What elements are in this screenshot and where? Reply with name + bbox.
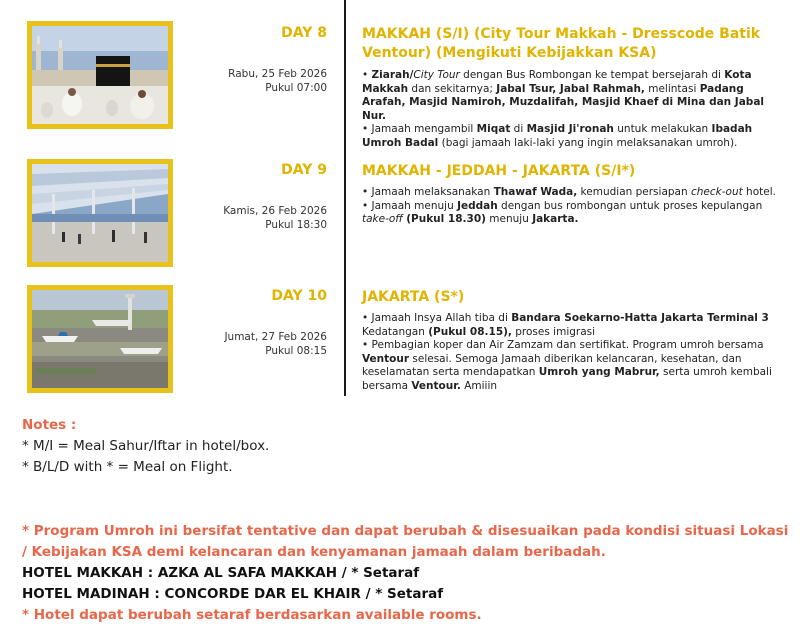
text-run: selesai. Semoga Jamaah diberikan kelancaran, kesehatan, dan keselamatan serta mendapatkan [362, 352, 742, 378]
text-run: • Pembagian koper dan Air Zamzam dan sertifikat. Program umroh bersama [362, 339, 764, 351]
bold-text: Umroh yang Mabrur, [538, 366, 660, 378]
bold-text: Ventour. [411, 379, 461, 392]
day-date-text: Kamis, 26 Feb 2026 [223, 205, 327, 217]
day-title: MAKKAH (S/I) (City Tour Makkah - Dresscode Batik Ventour) (Mengikuti Kebijakkan KSA) [362, 26, 761, 61]
text-run: melintasi [644, 82, 700, 95]
text-run: • [362, 69, 372, 81]
description-paragraph [362, 339, 782, 393]
italic-text: City Tour [413, 69, 460, 81]
day-description [362, 312, 782, 393]
hotel-madinah: HOTEL MADINAH : CONCORDE DAR EL KHAIR / * Setaraf [22, 586, 444, 602]
hotel-availability-note: * Hotel dapat berubah setaraf berdasarkan available rooms. [22, 607, 482, 623]
text-run: • Jamaah melaksanakan [362, 186, 494, 198]
notes-title: Notes : [22, 417, 77, 433]
day-date [228, 67, 327, 95]
day-time-text: Pukul 07:00 [265, 82, 327, 94]
day-description [362, 69, 782, 150]
text-run: proses imigrasi [511, 325, 596, 338]
footer-section [22, 521, 792, 626]
timeline-divider [344, 0, 346, 396]
text-run: Amiiin [460, 379, 498, 392]
italic-text: check-out [690, 186, 743, 198]
description-paragraph [362, 123, 782, 150]
text-run: kemudian persiapan [577, 186, 691, 198]
description-paragraph [362, 186, 782, 200]
bold-text: Jabal Tsur, Jabal Rahmah, [496, 82, 645, 95]
day-title: MAKKAH - JEDDAH - JAKARTA (S/I*) [362, 163, 636, 179]
text-run: (bagi jamaah laki-laki yang ingin melaksanakan umroh). [438, 136, 738, 149]
day-label: DAY 10 [271, 288, 327, 304]
notes-section [22, 415, 269, 478]
day-date-text: Jumat, 27 Feb 2026 [224, 331, 327, 343]
bold-text: Thawaf Wada, [493, 186, 578, 198]
tentative-disclaimer: * Program Umroh ini bersifat tentative dan dapat berubah & disesuaikan pada kondisi situasi Lokasi / Kebijakan KSA demi kelancaran dan kenyamanan jamaah dalam beribadah. [22, 523, 789, 560]
day-date [223, 204, 327, 232]
hotel-makkah: HOTEL MAKKAH : AZKA AL SAFA MAKKAH / * Setaraf [22, 565, 420, 581]
description-paragraph [362, 312, 782, 339]
bold-text: Padang Arafah, Masjid Namiroh, Muzdalifah, Masjid Khaef di Mina dan Jabal Nur. [362, 82, 765, 122]
day-time-text: Pukul 18:30 [265, 219, 327, 231]
text-run: • Jamaah menuju [362, 199, 458, 212]
soekarno-hatta-airport-photo [27, 285, 173, 393]
text-run: • Jamaah mengambil [362, 123, 477, 135]
notes-line-meal-sahur: * M/I = Meal Sahur/Iftar in hotel/box. [22, 438, 270, 454]
description-paragraph [362, 200, 782, 227]
day-label: DAY 8 [281, 25, 327, 41]
bold-text: Ventour [362, 352, 410, 365]
bold-text: Bandara Soekarno-Hatta Jakarta Terminal 3 [511, 312, 769, 324]
bold-text: Ziarah/ [371, 69, 414, 81]
kaaba-photo [27, 21, 173, 129]
day-title: JAKARTA (S*) [362, 289, 465, 305]
bold-text: (Pukul 18.30) [406, 213, 486, 225]
bold-text: Ibadah Umroh Badal [362, 123, 753, 149]
text-run: hotel. [742, 186, 776, 198]
text-run: di [510, 123, 527, 135]
text-run: dan sekitarnya; [408, 82, 497, 95]
italic-text: take-off [362, 213, 403, 225]
notes-line-meal-flight: * B/L/D with * = Meal on Flight. [22, 459, 233, 475]
text-run: • Jamaah Insya Allah tiba di [362, 312, 512, 324]
bold-text: (Pukul 08.15), [428, 325, 512, 338]
text-run: menuju [485, 213, 533, 225]
bold-text: Jeddah [457, 199, 498, 212]
airport-terminal-photo [27, 159, 173, 267]
bold-text: Jakarta. [532, 213, 579, 225]
day-date-text: Rabu, 25 Feb 2026 [228, 68, 327, 80]
text-run: dengan bus rombongan untuk proses kepulangan [497, 199, 763, 212]
day-date [224, 330, 327, 358]
text-run: dengan Bus Rombongan ke tempat bersejarah di [459, 69, 725, 81]
day-description [362, 186, 782, 227]
bold-text: Kota Makkah [362, 69, 752, 95]
day-label: DAY 9 [281, 162, 327, 178]
bold-text: Miqat [476, 123, 511, 135]
text-run: Kedatangan [362, 325, 429, 338]
bold-text: Masjid Ji'ronah [526, 123, 614, 135]
text-run: untuk melakukan [613, 123, 712, 135]
day-time-text: Pukul 08:15 [265, 345, 327, 357]
text-run: serta umroh kembali bersama [362, 366, 772, 392]
description-paragraph [362, 69, 782, 123]
